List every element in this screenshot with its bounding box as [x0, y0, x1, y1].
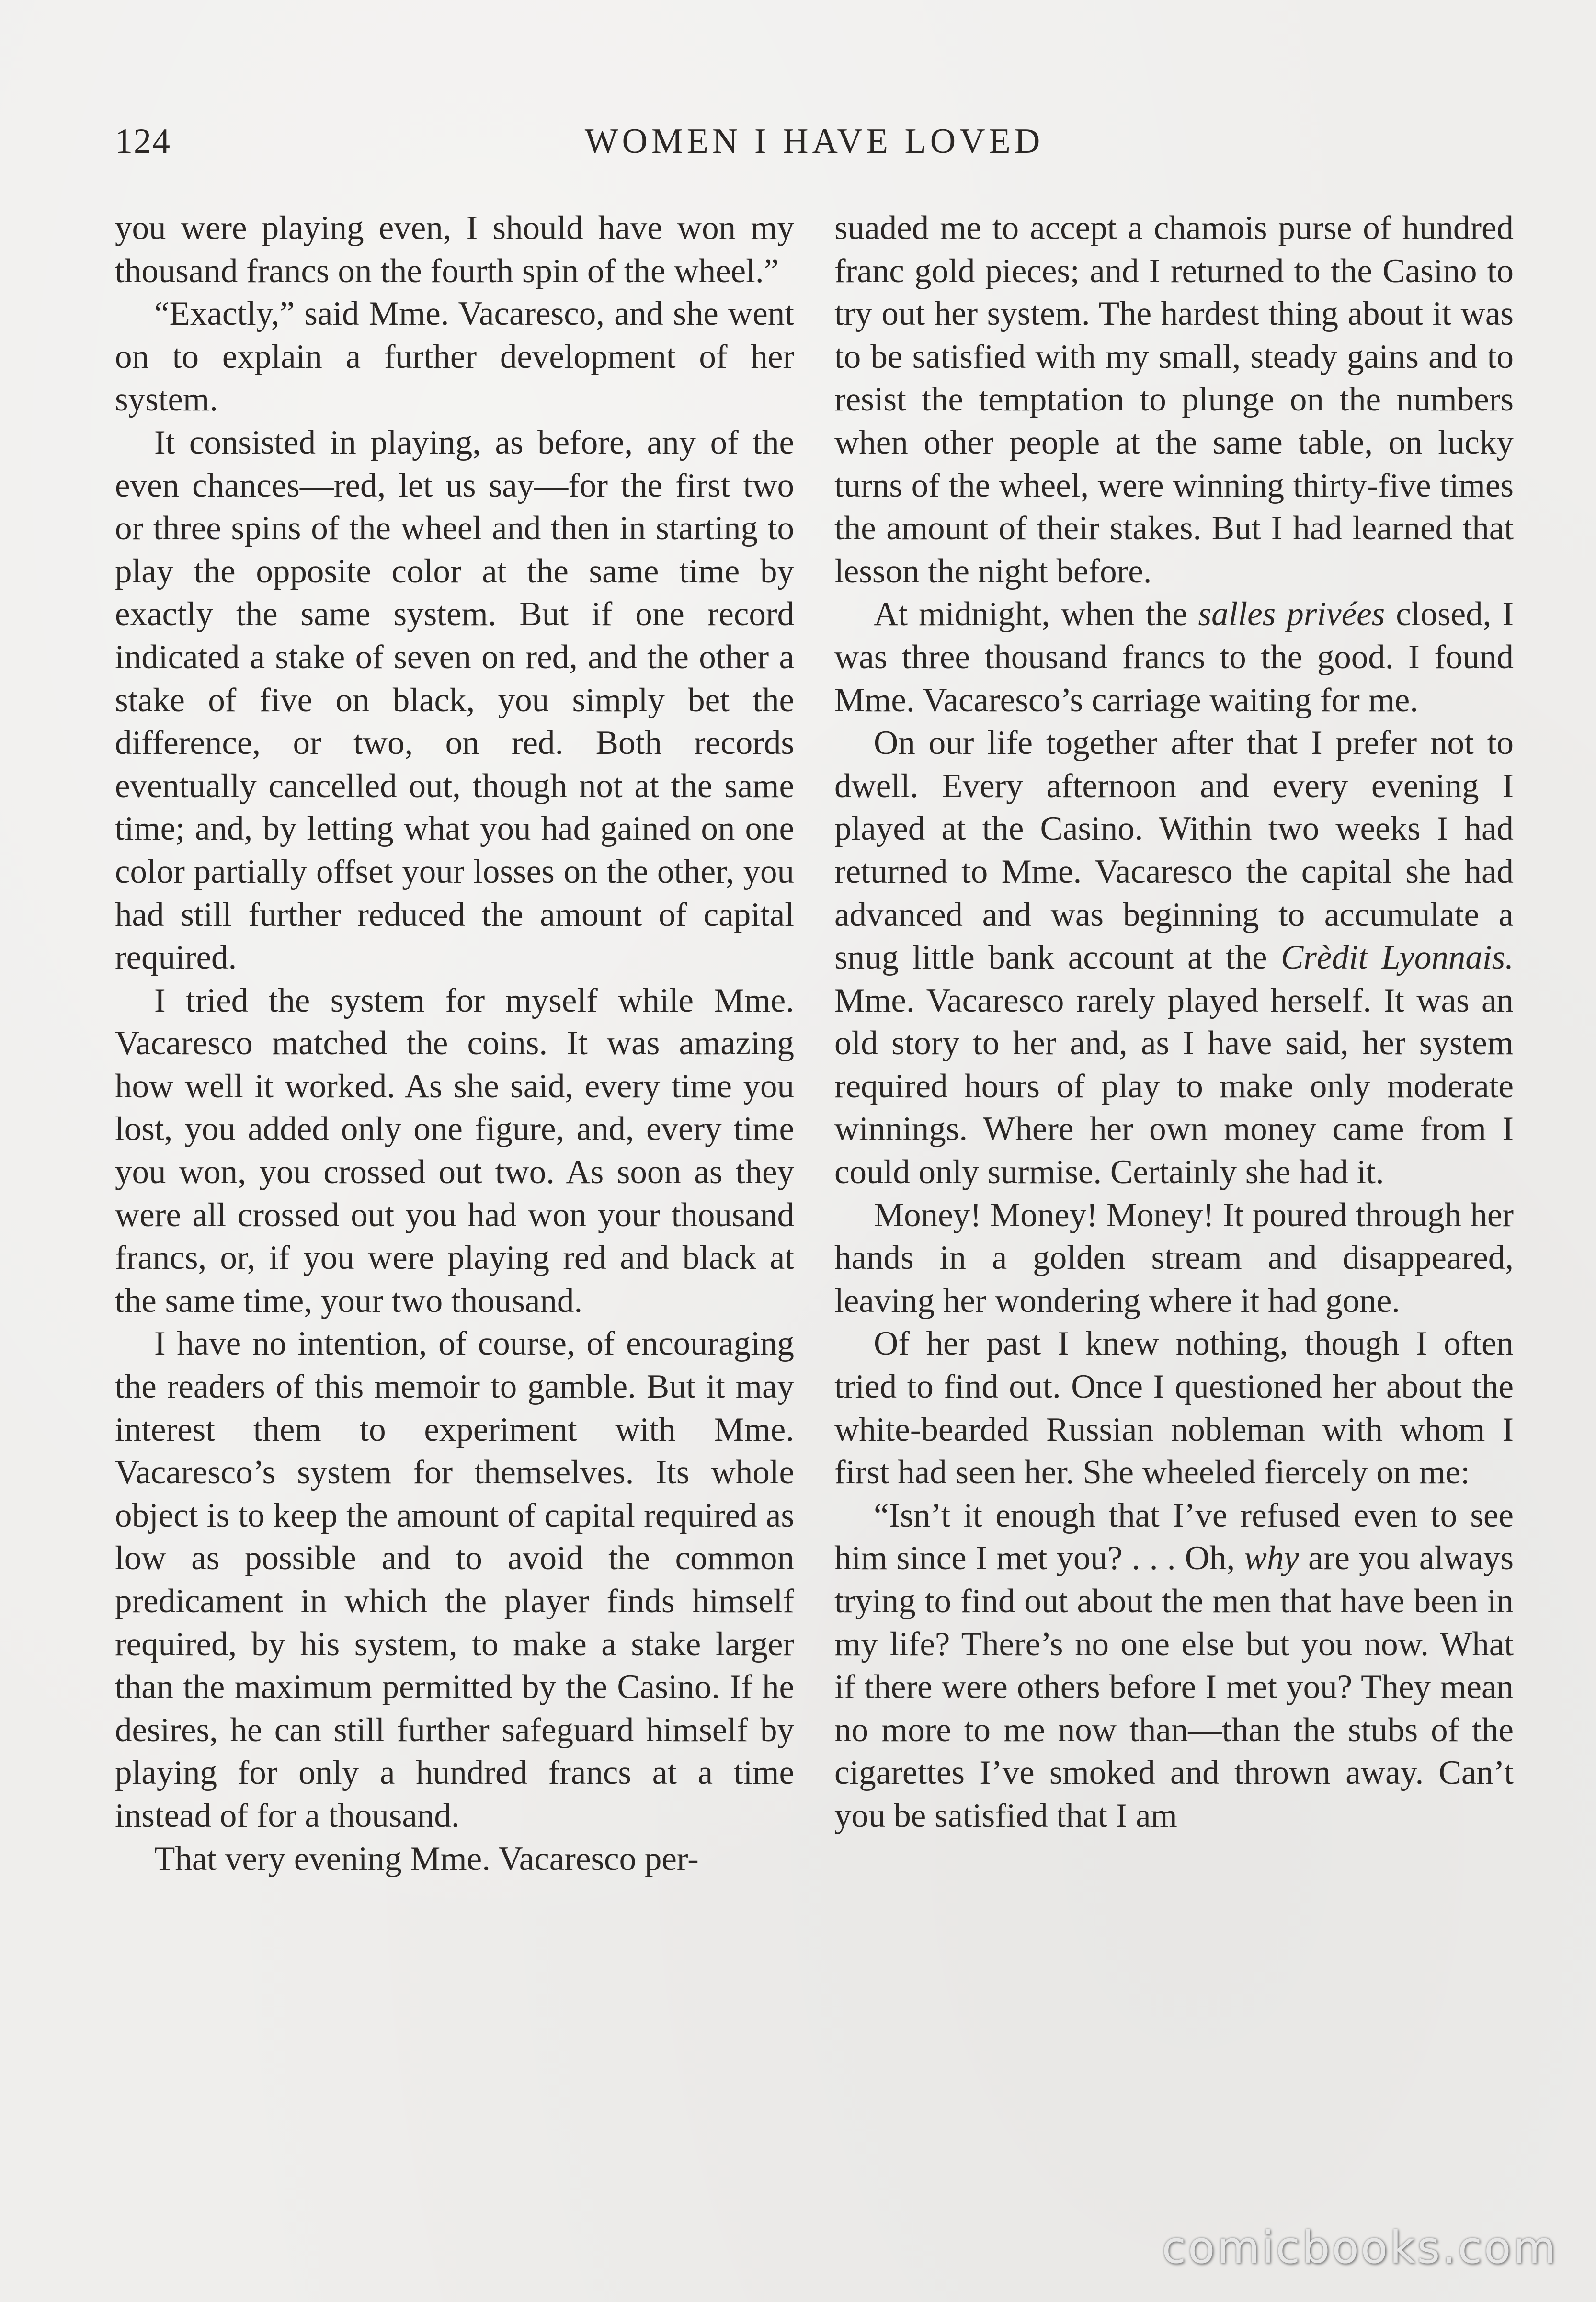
italic-term: salles privées	[1198, 595, 1385, 633]
left-column	[115, 207, 794, 1880]
paragraph	[834, 1494, 1514, 1838]
page-header	[115, 120, 1514, 163]
italic-term: Crèdit Lyonnais.	[1281, 939, 1514, 977]
text-run: At midnight, when the	[874, 595, 1198, 633]
paragraph: I have no intention, of course, of encouraging the readers of this memoir to gamble. But it may interest them to experiment with Mme. Vacaresco’s system for themselves. Its whole object is to keep the amount of capital required as low as possible and to avoid the common predicament in which the player finds himself required, by his system, to make a stake larger than the maximum permitted by the Casino. If he desires, he can still further safeguard himself by playing for only a hundred francs at a time instead of for a thousand.	[115, 1325, 794, 1835]
paragraph: It consisted in playing, as before, any of the even chances—red, let us say—for the first two or three spins of the wheel and then in starting to play the opposite color at the same time by exactly the same system. But if one record indicated a stake of seven on red, and the other a stake of five on black, you simply bet the difference, or two, on red. Both records eventually cancelled out, though not at the same time; and, by letting what you had gained on one color partially offset your losses on the other, you had still further reduced the amount of capital required.	[115, 423, 794, 977]
paragraph: That very evening Mme. Vacaresco per-	[154, 1840, 699, 1878]
watermark: comicbooks.com	[1162, 2222, 1558, 2273]
paragraph: Money! Money! Money! It poured through her hands in a golden stream and disappeared, leaving her wondering where it had gone.	[834, 1196, 1514, 1320]
running-head: WOMEN I HAVE LOVED	[584, 122, 1044, 161]
paragraph	[834, 722, 1514, 1194]
paragraph: Of her past I knew nothing, though I often tried to find out. Once I questioned her about the white-bearded Russian nobleman with whom I first had seen her. She wheeled fiercely on me:	[834, 1325, 1514, 1492]
text-run: Mme. Vacaresco rarely played herself. It was an old story to her and, as I have said, her system required hours of play to make only moderate winnings. Where her own money came from I could only surmise. Certainly she had it.	[834, 981, 1514, 1191]
paragraph: I tried the system for myself while Mme. Vacaresco matched the coins. It was amazing how well it worked. As she said, every time you lost, you added only one figure, and, every time you won, you crossed out two. As soon as they were all crossed out you had won your thousand francs, or, if you were playing red and black at the same time, your two thousand.	[115, 981, 794, 1320]
italic-term: why	[1244, 1539, 1299, 1577]
text-run: closed, I was three thousand francs to the good. I found Mme. Vacaresco’s carriage waiting for me.	[834, 595, 1514, 719]
right-column	[834, 207, 1514, 1838]
text-run: “Isn’t it enough that I’ve refused even to see him since I met you? . . . Oh,	[834, 1496, 1514, 1577]
paragraph: suaded me to accept a chamois purse of hundred franc gold pieces; and I returned to the Casino to try out her system. The hardest thing about it was to be satisfied with my small, steady gains and to resist the temptation to plunge on the numbers when other people at the same table, on lucky turns of the wheel, were winning thirty-five times the amount of their stakes. But I had learned that lesson the night before.	[834, 209, 1514, 590]
paragraph	[834, 593, 1514, 722]
text-run: are you always trying to find out about the men that have been in my life? There’s no one else but you now. What if there were others before I met you? They mean no more to me now than—than the stubs of the cigarettes I’ve smoked and thrown away. Can’t you be satisfied that I am	[834, 1539, 1514, 1835]
paragraph: you were playing even, I should have won my thousand francs on the fourth spin of the wheel.”	[115, 209, 794, 290]
text-run: On our life together after that I prefer not to dwell. Every afternoon and every evening I played at the Casino. Within two weeks I had returned to Mme. Vacaresco the capital she had advanced and was beginning to accumulate a snug little bank account at the	[834, 724, 1514, 977]
page-number: 124	[115, 122, 171, 161]
paragraph: “Exactly,” said Mme. Vacaresco, and she went on to explain a further development of her system.	[115, 295, 794, 419]
